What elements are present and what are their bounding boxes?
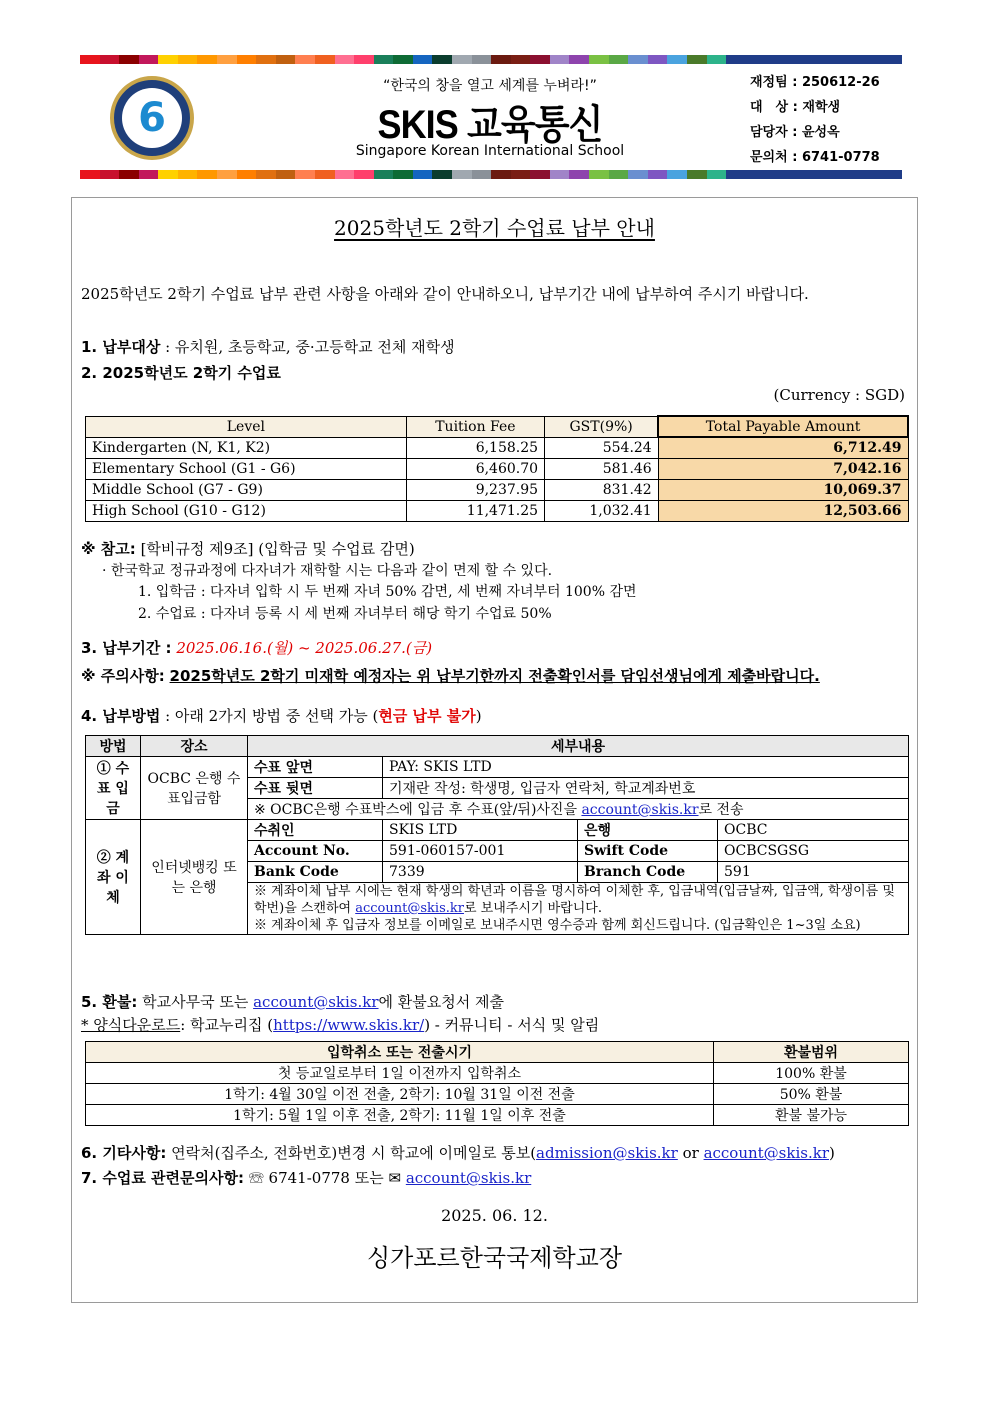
header-stripe-top — [80, 55, 902, 64]
note-line: 2. 수업료 : 다자녀 등록 시 세 번째 자녀부터 해당 학기 수업료 50% — [138, 606, 552, 622]
stripe-segment — [393, 170, 413, 179]
stripe-segment — [530, 170, 550, 179]
meta-row: 문의처 : 6741-0778 — [750, 150, 880, 165]
stripe-segment — [687, 55, 707, 64]
stripe-segment — [569, 55, 589, 64]
stripe-segment — [746, 55, 766, 64]
stripe-segment — [628, 55, 648, 64]
fee-table: Level Tuition Fee GST(9%) Total Payable Amount Kindergarten (N, K1, K2) 6,158.25 554.24 6,712.49 Elementary School (G1 - G6) 6,460.70 581.46 7,042.16 Middle School (G7 - G9) 9,237.95 831.42 10,069.37 High School (G10 - G12) 11,471.25 1,032.41 12,503.66 — [85, 415, 909, 522]
stripe-segment — [237, 170, 257, 179]
stripe-segment — [707, 170, 727, 179]
stripe-segment — [432, 170, 452, 179]
email-link[interactable]: account@skis.kr — [703, 1144, 829, 1162]
motto: “한국의 창을 열고 세계를 누벼라!” — [383, 78, 597, 94]
stripe-segment — [139, 55, 159, 64]
stripe-segment — [530, 55, 550, 64]
section-1: 1. 납부대상 : 유치원, 초등학교, 중·고등학교 전체 재학생 — [81, 338, 455, 356]
newsletter-title: SKIS 교육통신 — [377, 103, 603, 147]
header-stripe-bottom — [80, 170, 902, 179]
stripe-segment — [883, 55, 903, 64]
stripe-segment — [256, 170, 276, 179]
stripe-segment — [413, 170, 433, 179]
stripe-segment — [726, 170, 746, 179]
note: ※ 참고: [학비규정 제9조] (입학금 및 수업료 감면) — [81, 540, 415, 558]
stripe-segment — [765, 170, 785, 179]
stripe-segment — [178, 170, 198, 179]
stripe-segment — [804, 55, 824, 64]
stripe-segment — [374, 55, 394, 64]
stripe-segment — [511, 55, 531, 64]
stripe-segment — [863, 170, 883, 179]
email-link[interactable]: account@skis.kr — [581, 802, 699, 818]
stripe-segment — [648, 170, 668, 179]
section-3: 3. 납부기간 : 2025.06.16.(월) ~ 2025.06.27.(금) — [81, 639, 433, 657]
payment-method-table: 방법 장소 세부내용 ① 수표 입금 OCBC 은행 수표입금함 수표 앞면 PAY: SKIS LTD 수표 뒷면 기재란 작성: 학생명, 입금자 연락처, 학교계좌번호 ※ OCBC은행 수표박스에 입금 후 수표(앞/뒤)사진을 account@skis.kr로 전송 ② 계좌 이체 인터넷뱅킹 또는 은행 수취인 SKIS LTD 은행 OCBC Account No. 591-060157-001 Swift Code OCBCSGSG Bank Code 7339 Branch Code 591 ※ 계좌이체 납부 시에는 현재 학생의 학년과 이름을 명시하여 이체한 후, 입금내역(입금날짜, 입금액, 학생이름 및 학번)을 스캔하여 account@skis.kr로 보내주시기 바랍니다. ※ 계좌이체 후 입금자 정보를 이메일로 보내주시면 영수증과 함께 회신드립니다. (입금확인은 1~3일 소요) — [85, 735, 909, 935]
stripe-segment — [863, 55, 883, 64]
stripe-segment — [785, 170, 805, 179]
stripe-segment — [667, 170, 687, 179]
stripe-segment — [550, 170, 570, 179]
stripe-segment — [393, 55, 413, 64]
table-row: 1학기: 5월 1일 이후 전출, 2학기: 11월 1일 이후 전출 환불 불가능 — [86, 1105, 909, 1126]
caution: ※ 주의사항: 2025학년도 2학기 미재학 예정자는 위 납부기한까지 전출확인서를 담임선생님에게 제출바랍니다. — [81, 667, 820, 685]
stripe-segment — [589, 55, 609, 64]
meta-row: 재정팀 : 250612-26 — [750, 75, 880, 90]
stripe-segment — [824, 55, 844, 64]
section-4: 4. 납부방법 : 아래 2가지 방법 중 선택 가능 (현금 납부 불가) — [81, 707, 482, 725]
stripe-segment — [413, 55, 433, 64]
email-link[interactable]: account@skis.kr — [253, 993, 379, 1011]
stripe-segment — [139, 170, 159, 179]
stripe-segment — [100, 170, 120, 179]
stripe-segment — [628, 170, 648, 179]
note-line: · 한국학교 정규과정에 다자녀가 재학할 시는 다음과 같이 면제 할 수 있다. — [102, 563, 553, 579]
school-logo: 6 — [110, 76, 194, 160]
stripe-segment — [491, 170, 511, 179]
meta-row: 담당자 : 윤성옥 — [750, 125, 840, 140]
stripe-segment — [237, 55, 257, 64]
stripe-segment — [197, 170, 217, 179]
stripe-segment — [335, 55, 355, 64]
stripe-segment — [315, 170, 335, 179]
stripe-segment — [354, 170, 374, 179]
stripe-segment — [452, 55, 472, 64]
stripe-segment — [511, 170, 531, 179]
stripe-segment — [295, 170, 315, 179]
stripe-segment — [80, 55, 100, 64]
note-line: 1. 입학금 : 다자녀 입학 시 두 번째 자녀 50% 감면, 세 번째 자녀부터 100% 감면 — [138, 584, 637, 600]
stripe-segment — [472, 55, 492, 64]
section-7: 7. 수업료 관련문의사항: ☏ 6741-0778 또는 ✉ account@skis.kr — [81, 1169, 532, 1187]
table-row: 1학기: 4월 30일 이전 전출, 2학기: 10월 31일 이전 전출 50% 환불 — [86, 1084, 909, 1105]
table-row: 첫 등교일로부터 1일 이전까지 입학취소 100% 환불 — [86, 1063, 909, 1084]
stripe-segment — [276, 55, 296, 64]
stripe-segment — [276, 170, 296, 179]
table-row: Elementary School (G1 - G6) 6,460.70 581.46 7,042.16 — [86, 458, 909, 479]
stripe-segment — [707, 55, 727, 64]
stripe-segment — [472, 170, 492, 179]
stripe-segment — [844, 55, 864, 64]
stripe-segment — [452, 170, 472, 179]
stripe-segment — [667, 55, 687, 64]
stripe-segment — [158, 55, 178, 64]
stripe-segment — [746, 170, 766, 179]
refund-table: 입학취소 또는 전출시기 환불범위 첫 등교일로부터 1일 이전까지 입학취소 100% 환불 1학기: 4월 30일 이전 전출, 2학기: 10월 31일 이전 전출 50% 환불 1학기: 5월 1일 이후 전출, 2학기: 11월 1일 이후 전출 환불 불가능 — [85, 1041, 909, 1126]
stripe-segment — [80, 170, 100, 179]
stripe-segment — [804, 170, 824, 179]
doc-title: 2025학년도 2학기 수업료 납부 안내 — [334, 216, 655, 240]
signature: 싱가포르한국국제학교장 — [366, 1244, 623, 1272]
stripe-segment — [374, 170, 394, 179]
stripe-segment — [295, 55, 315, 64]
stripe-segment — [256, 55, 276, 64]
document-body — [71, 197, 918, 1303]
currency: (Currency : SGD) — [773, 386, 905, 404]
stripe-segment — [726, 55, 746, 64]
stripe-segment — [765, 55, 785, 64]
intro: 2025학년도 2학기 수업료 납부 관련 사항을 아래와 같이 안내하오니, 납부기간 내에 납부하여 주시기 바랍니다. — [81, 285, 809, 303]
form-download: * 양식다운로드: 학교누리집 (https://www.skis.kr/) - 커뮤니티 - 서식 및 알림 — [81, 1016, 600, 1034]
stripe-segment — [687, 170, 707, 179]
stripe-segment — [569, 170, 589, 179]
stripe-segment — [178, 55, 198, 64]
stripe-segment — [197, 55, 217, 64]
email-link[interactable]: account@skis.kr — [355, 901, 464, 916]
stripe-segment — [609, 170, 629, 179]
stripe-segment — [432, 55, 452, 64]
stripe-segment — [158, 170, 178, 179]
stripe-segment — [589, 170, 609, 179]
section-6: 6. 기타사항: 연락처(집주소, 전화번호)변경 시 학교에 이메일로 통보(admission@skis.kr or account@skis.kr) — [81, 1144, 835, 1162]
meta-row: 대 상 : 재학생 — [750, 100, 841, 115]
school-name: Singapore Korean International School — [355, 143, 625, 159]
stripe-segment — [785, 55, 805, 64]
stripe-segment — [648, 55, 668, 64]
stripe-segment — [119, 55, 139, 64]
stripe-segment — [335, 170, 355, 179]
section-2: 2. 2025학년도 2학기 수업료 — [81, 364, 281, 382]
stripe-segment — [550, 55, 570, 64]
stripe-segment — [217, 55, 237, 64]
email-link[interactable]: account@skis.kr — [405, 1169, 532, 1187]
issue-date: 2025. 06. 12. — [441, 1206, 548, 1225]
stripe-segment — [315, 55, 335, 64]
stripe-segment — [100, 55, 120, 64]
table-row: High School (G10 - G12) 11,471.25 1,032.41 12,503.66 — [86, 500, 909, 521]
stripe-segment — [491, 55, 511, 64]
table-row: Middle School (G7 - G9) 9,237.95 831.42 10,069.37 — [86, 479, 909, 500]
website-link[interactable]: https://www.skis.kr/ — [273, 1016, 425, 1034]
stripe-segment — [354, 55, 374, 64]
section-5: 5. 환불: 학교사무국 또는 account@skis.kr에 환불요청서 제출 — [81, 993, 504, 1011]
stripe-segment — [217, 170, 237, 179]
stripe-segment — [824, 170, 844, 179]
stripe-segment — [609, 55, 629, 64]
email-link[interactable]: admission@skis.kr — [536, 1144, 678, 1162]
doc-meta — [750, 70, 880, 170]
stripe-segment — [844, 170, 864, 179]
stripe-segment — [119, 170, 139, 179]
stripe-segment — [883, 170, 903, 179]
table-row: Kindergarten (N, K1, K2) 6,158.25 554.24 6,712.49 — [86, 437, 909, 458]
